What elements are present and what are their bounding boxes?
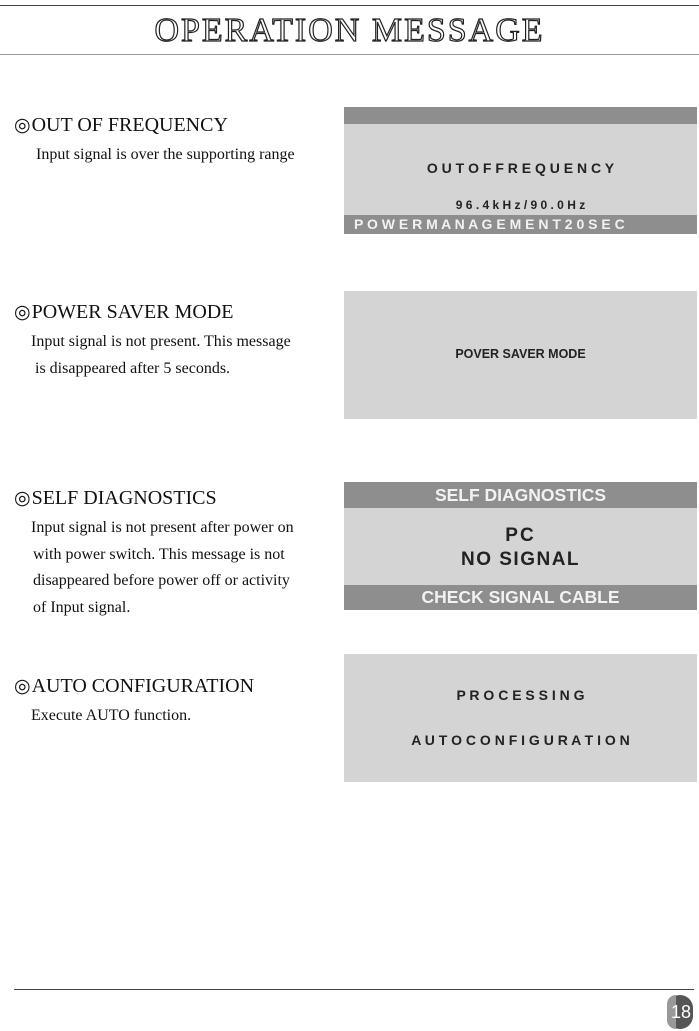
osd-line-autoconfiguration: A U T O C O N F I G U R A T I O N bbox=[411, 732, 630, 748]
osd-panel-auto-configuration bbox=[344, 654, 697, 782]
page-title: OPERATION MESSAGE bbox=[154, 12, 545, 49]
double-circle-icon: ◎ bbox=[14, 302, 31, 323]
osd-panel-self-diagnostics bbox=[344, 482, 697, 610]
osd-line-pc: PC bbox=[505, 525, 536, 546]
description-line: disappeared before power off or activity bbox=[33, 572, 290, 589]
section-heading-out-of-frequency bbox=[14, 114, 228, 137]
double-circle-icon: ◎ bbox=[14, 115, 31, 136]
description-line: with power switch. This message is not bbox=[33, 545, 285, 563]
section-heading-auto-configuration bbox=[14, 675, 254, 698]
osd-panel-power-saver bbox=[344, 291, 697, 419]
section-description bbox=[31, 329, 291, 382]
description-line: is disappeared after 5 seconds. bbox=[31, 359, 231, 377]
description-line: Input signal is not present after power on bbox=[31, 519, 294, 536]
page-number-badge bbox=[667, 995, 693, 1029]
section-description bbox=[36, 142, 295, 169]
osd-footer-bar bbox=[344, 585, 697, 610]
top-rule bbox=[0, 5, 699, 6]
page-number: 18 bbox=[670, 1002, 691, 1022]
description-line: Input signal is not present. This message bbox=[31, 333, 291, 350]
osd-frequency-readout: 9 6 . 4 k H z / 9 0 . 0 H z bbox=[455, 198, 586, 212]
section-heading-text: OUT OF FREQUENCY bbox=[31, 114, 228, 136]
osd-line-processing: P R O C E S S I N G bbox=[456, 687, 585, 703]
osd-top-bar bbox=[344, 107, 697, 124]
section-description bbox=[31, 515, 294, 621]
osd-header-bar bbox=[344, 482, 697, 508]
osd-line: O U T O F F R E Q U E N C Y bbox=[426, 160, 615, 176]
osd-footer-bar bbox=[344, 215, 697, 234]
title-underline bbox=[0, 54, 699, 55]
section-heading-text: SELF DIAGNOSTICS bbox=[31, 487, 217, 509]
section-heading-self-diagnostics bbox=[14, 487, 217, 510]
section-heading-text: AUTO CONFIGURATION bbox=[31, 675, 255, 697]
double-circle-icon: ◎ bbox=[14, 488, 31, 509]
osd-line-no-signal: NO SIGNAL bbox=[460, 549, 581, 570]
osd-footer-text: P O W E R M A N A G E M E N T 2 0 S E C bbox=[354, 216, 625, 232]
section-heading-power-saver-mode bbox=[14, 301, 233, 324]
bottom-rule bbox=[14, 989, 694, 990]
description-line: Execute AUTO function. bbox=[31, 707, 192, 724]
description-line: of Input signal. bbox=[33, 598, 131, 616]
section-description bbox=[31, 703, 191, 730]
osd-line: POVER SAVER MODE bbox=[455, 347, 586, 361]
osd-panel-out-of-frequency bbox=[344, 107, 697, 234]
double-circle-icon: ◎ bbox=[14, 676, 31, 697]
osd-header-text: SELF DIAGNOSTICS bbox=[434, 485, 607, 505]
osd-footer-text: CHECK SIGNAL CABLE bbox=[421, 587, 620, 607]
description-line: Input signal is over the supporting range bbox=[36, 146, 295, 163]
section-heading-text: POWER SAVER MODE bbox=[31, 301, 234, 323]
